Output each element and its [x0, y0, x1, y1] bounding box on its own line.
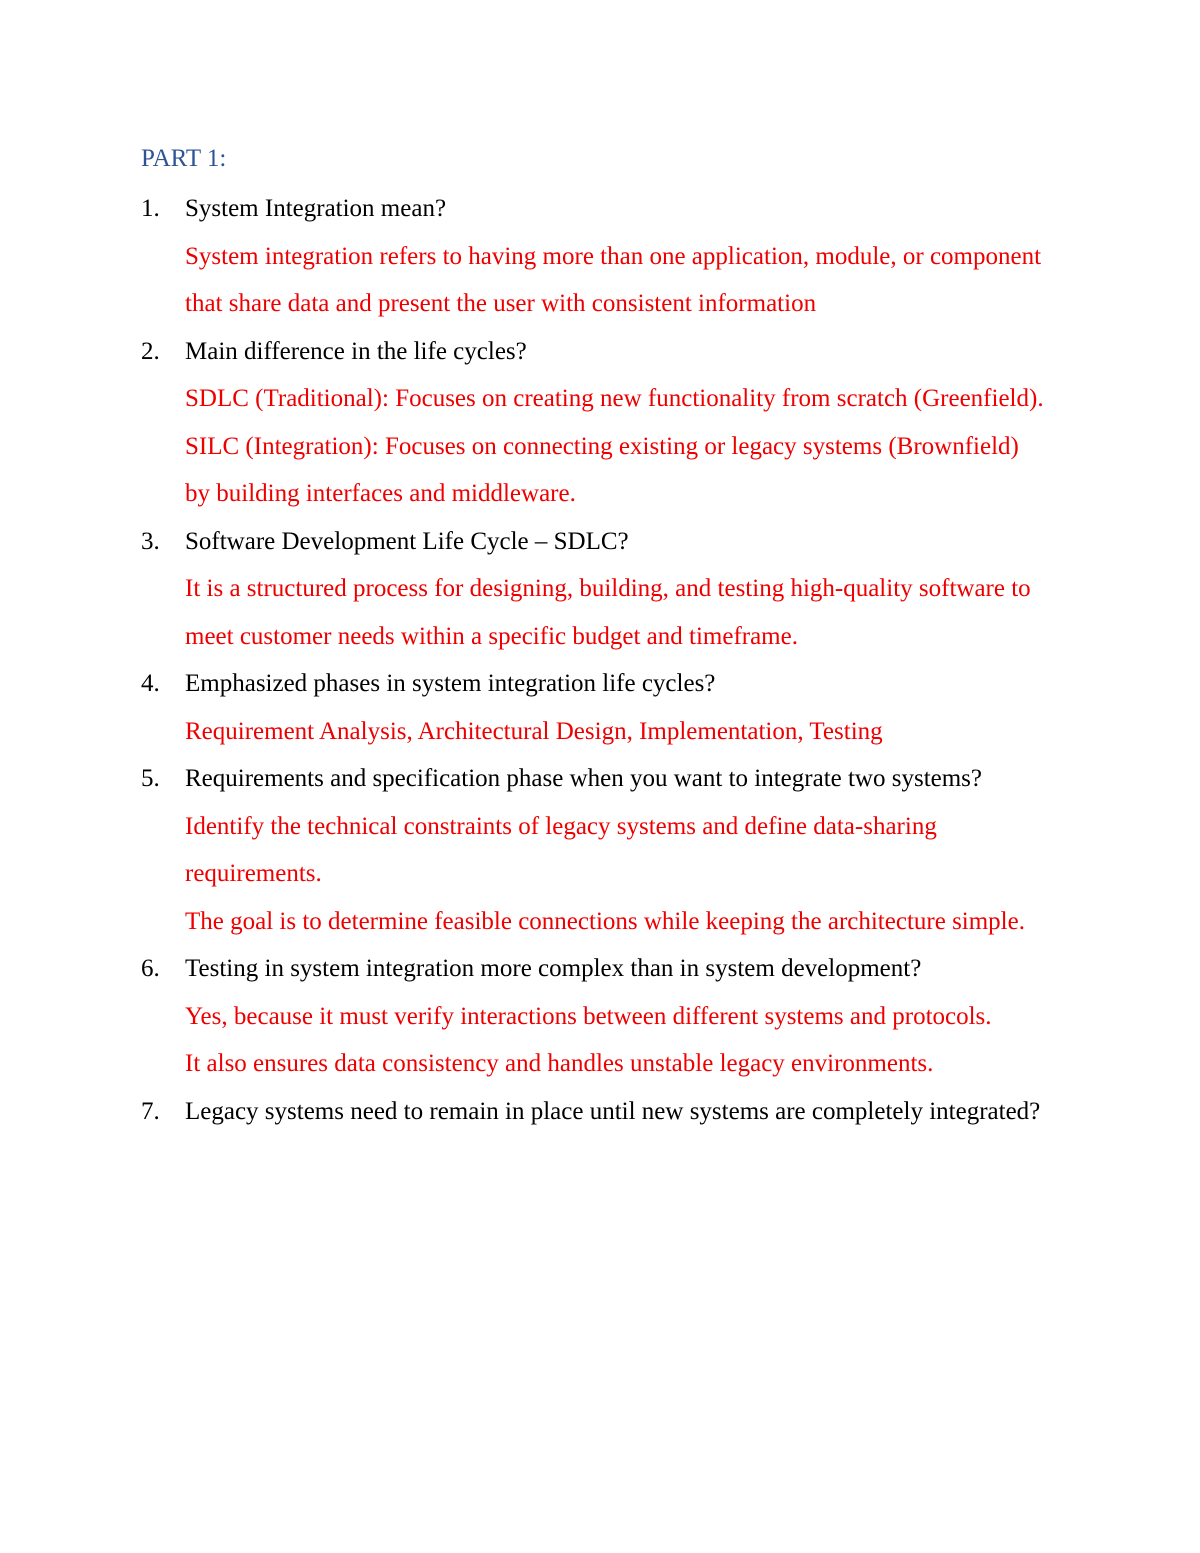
question-item — [0, 755, 1200, 945]
answer-text: SILC (Integration): Focuses on connecting existing or legacy systems (Brownfield) by building interfaces and middleware. — [185, 432, 1019, 507]
question-line — [0, 1088, 1045, 1136]
answer-text: Yes, because it must verify interactions between different systems and protocols. — [185, 1002, 992, 1030]
question-line — [0, 755, 1045, 803]
answer-text: Requirement Analysis, Architectural Design, Implementation, Testing — [185, 717, 883, 745]
part-heading: PART 1: — [141, 145, 227, 172]
answer-text: It also ensures data consistency and handles unstable legacy environments. — [185, 1050, 934, 1077]
answer-text: System integration refers to having more than one application, module, or component that share data and present the user with consistent information — [185, 242, 1042, 317]
question-number: 5. — [141, 765, 160, 792]
question-text: Legacy systems need to remain in place until new systems are completely integrated? — [185, 1097, 1041, 1125]
answer-text: The goal is to determine feasible connections while keeping the architecture simple. — [185, 907, 1025, 935]
question-text: Requirements and specification phase when you want to integrate two systems? — [185, 765, 983, 792]
question-text: Emphasized phases in system integration life cycles? — [185, 670, 716, 697]
question-item — [0, 518, 1200, 661]
question-line — [0, 518, 1045, 566]
question-item — [0, 945, 1200, 1088]
question-item — [0, 185, 1200, 328]
question-text: Testing in system integration more complex than in system development? — [185, 955, 922, 982]
answer-text: SDLC (Traditional): Focuses on creating new functionality from scratch (Greenfield). — [185, 385, 1044, 412]
question-text: Software Development Life Cycle – SDLC? — [185, 527, 629, 555]
question-item — [0, 328, 1200, 518]
question-line — [0, 945, 1045, 993]
question-line — [0, 185, 1045, 233]
answer-text: It is a structured process for designing, building, and testing high-quality software to meet customer needs within a specific budget and timeframe. — [185, 575, 1031, 650]
question-number: 2. — [141, 337, 160, 365]
question-number: 4. — [141, 670, 160, 697]
question-number: 7. — [141, 1097, 160, 1125]
question-number: 3. — [141, 527, 160, 555]
question-number: 1. — [141, 195, 160, 222]
question-item — [0, 660, 1200, 755]
question-number: 6. — [141, 955, 160, 982]
question-line — [0, 660, 1045, 708]
question-text: Main difference in the life cycles? — [185, 337, 527, 365]
question-item — [0, 1088, 1200, 1136]
question-line — [0, 328, 1045, 376]
question-list — [0, 185, 1200, 1135]
answer-text: Identify the technical constraints of legacy systems and define data-sharing requirements. — [185, 812, 937, 887]
question-text: System Integration mean? — [185, 195, 447, 222]
